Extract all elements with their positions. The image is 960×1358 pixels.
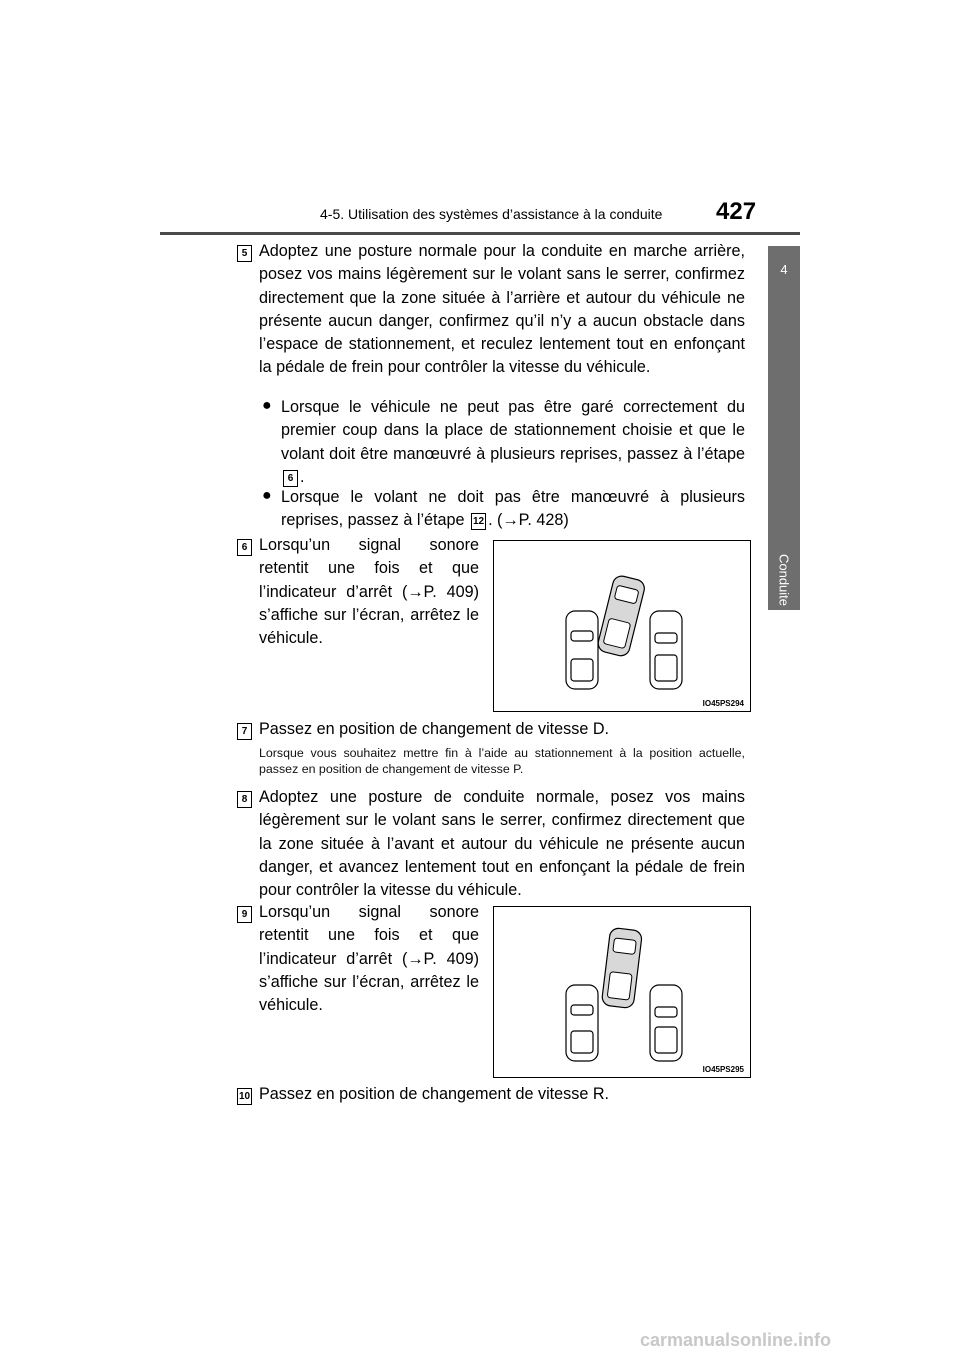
step-7-note: Lorsque vous souhaitez mettre fin à l’aide au stationnement à la position actuelle, passez en position de changement de vitesse P. bbox=[259, 746, 745, 776]
bullet-1-post: . bbox=[300, 467, 305, 486]
bullet-2-text: Lorsque le volant ne doit pas être manœuvré à plusieurs reprises, passez à l’étape bbox=[281, 488, 745, 530]
page-number: 427 bbox=[716, 198, 757, 225]
step-ref-12: 12 bbox=[471, 513, 486, 530]
parking-illustration-1 bbox=[494, 541, 750, 711]
step-8-text: Adoptez une posture de conduite normale, posez vos mains légèrement sur le volant sans le serrer, confirmez directement que la zone située à l’avant et autour du véhicule ne présente aucun danger, et avancez lentement tout en enfonçant la pédale de frein pour contrôler la vitesse du véhicule. bbox=[259, 788, 745, 900]
chapter-label-wrap bbox=[768, 553, 800, 607]
step-number-8: 8 bbox=[237, 791, 252, 808]
step-6-text: Lorsqu’un signal sonore retentit une fois et que l’indicateur d’arrêt (→P. 409) s’affiche sur l’écran, arrêtez le véhicule. bbox=[259, 536, 479, 648]
figure-label: IO45PS295 bbox=[702, 1065, 744, 1074]
header-rule bbox=[160, 232, 800, 235]
maneuvering-car bbox=[601, 927, 642, 1008]
maneuvering-car bbox=[596, 574, 646, 657]
parking-figure-1 bbox=[493, 540, 751, 712]
parking-illustration-2 bbox=[494, 907, 750, 1077]
watermark: carmanualsonline.info bbox=[640, 1330, 832, 1350]
section-title: 4-5. Utilisation des systèmes d’assistance à la conduite bbox=[320, 206, 663, 222]
step-number-6: 6 bbox=[237, 539, 252, 556]
bullet-icon: ● bbox=[262, 487, 272, 504]
chapter-label: Conduite bbox=[776, 553, 792, 607]
chapter-number: 4 bbox=[780, 262, 788, 277]
step-number-5: 5 bbox=[237, 245, 252, 262]
bullet-2-post: . (→P. 428) bbox=[488, 511, 569, 530]
step-ref-6: 6 bbox=[283, 470, 298, 487]
step-10-text: Passez en position de changement de vitesse R. bbox=[259, 1085, 610, 1103]
step-5-text: Adoptez une posture normale pour la conduite en marche arrière, posez vos mains légèrement sur le volant sans le serrer, confirmez directement que la zone située à l’arrière et autour du véhicule ne présente aucun danger, confirmez qu’il n’y a aucun obstacle dans l’espace de stationnement, et reculez lentement tout en enfonçant la pédale de frein pour contrôler la vitesse du véhicule. bbox=[259, 242, 745, 377]
bullet-icon: ● bbox=[262, 397, 272, 414]
step-number-10: 10 bbox=[237, 1088, 252, 1105]
figure-label: IO45PS294 bbox=[702, 699, 744, 708]
parking-figure-2 bbox=[493, 906, 751, 1078]
step-9-text: Lorsqu’un signal sonore retentit une fois et que l’indicateur d’arrêt (→P. 409) s’affiche sur l’écran, arrêtez le véhicule. bbox=[259, 903, 479, 1015]
step-5-bullet-2 bbox=[281, 486, 745, 533]
step-5-bullet-1 bbox=[281, 396, 745, 489]
bullet-1-text: Lorsque le véhicule ne peut pas être garé correctement du premier coup dans la place de stationnement choisie et que le volant doit être manœuvré à plusieurs reprises, passez à l’étape bbox=[281, 398, 745, 463]
step-number-9: 9 bbox=[237, 906, 252, 923]
step-7-text: Passez en position de changement de vitesse D. bbox=[259, 720, 610, 738]
step-number-7: 7 bbox=[237, 723, 252, 740]
